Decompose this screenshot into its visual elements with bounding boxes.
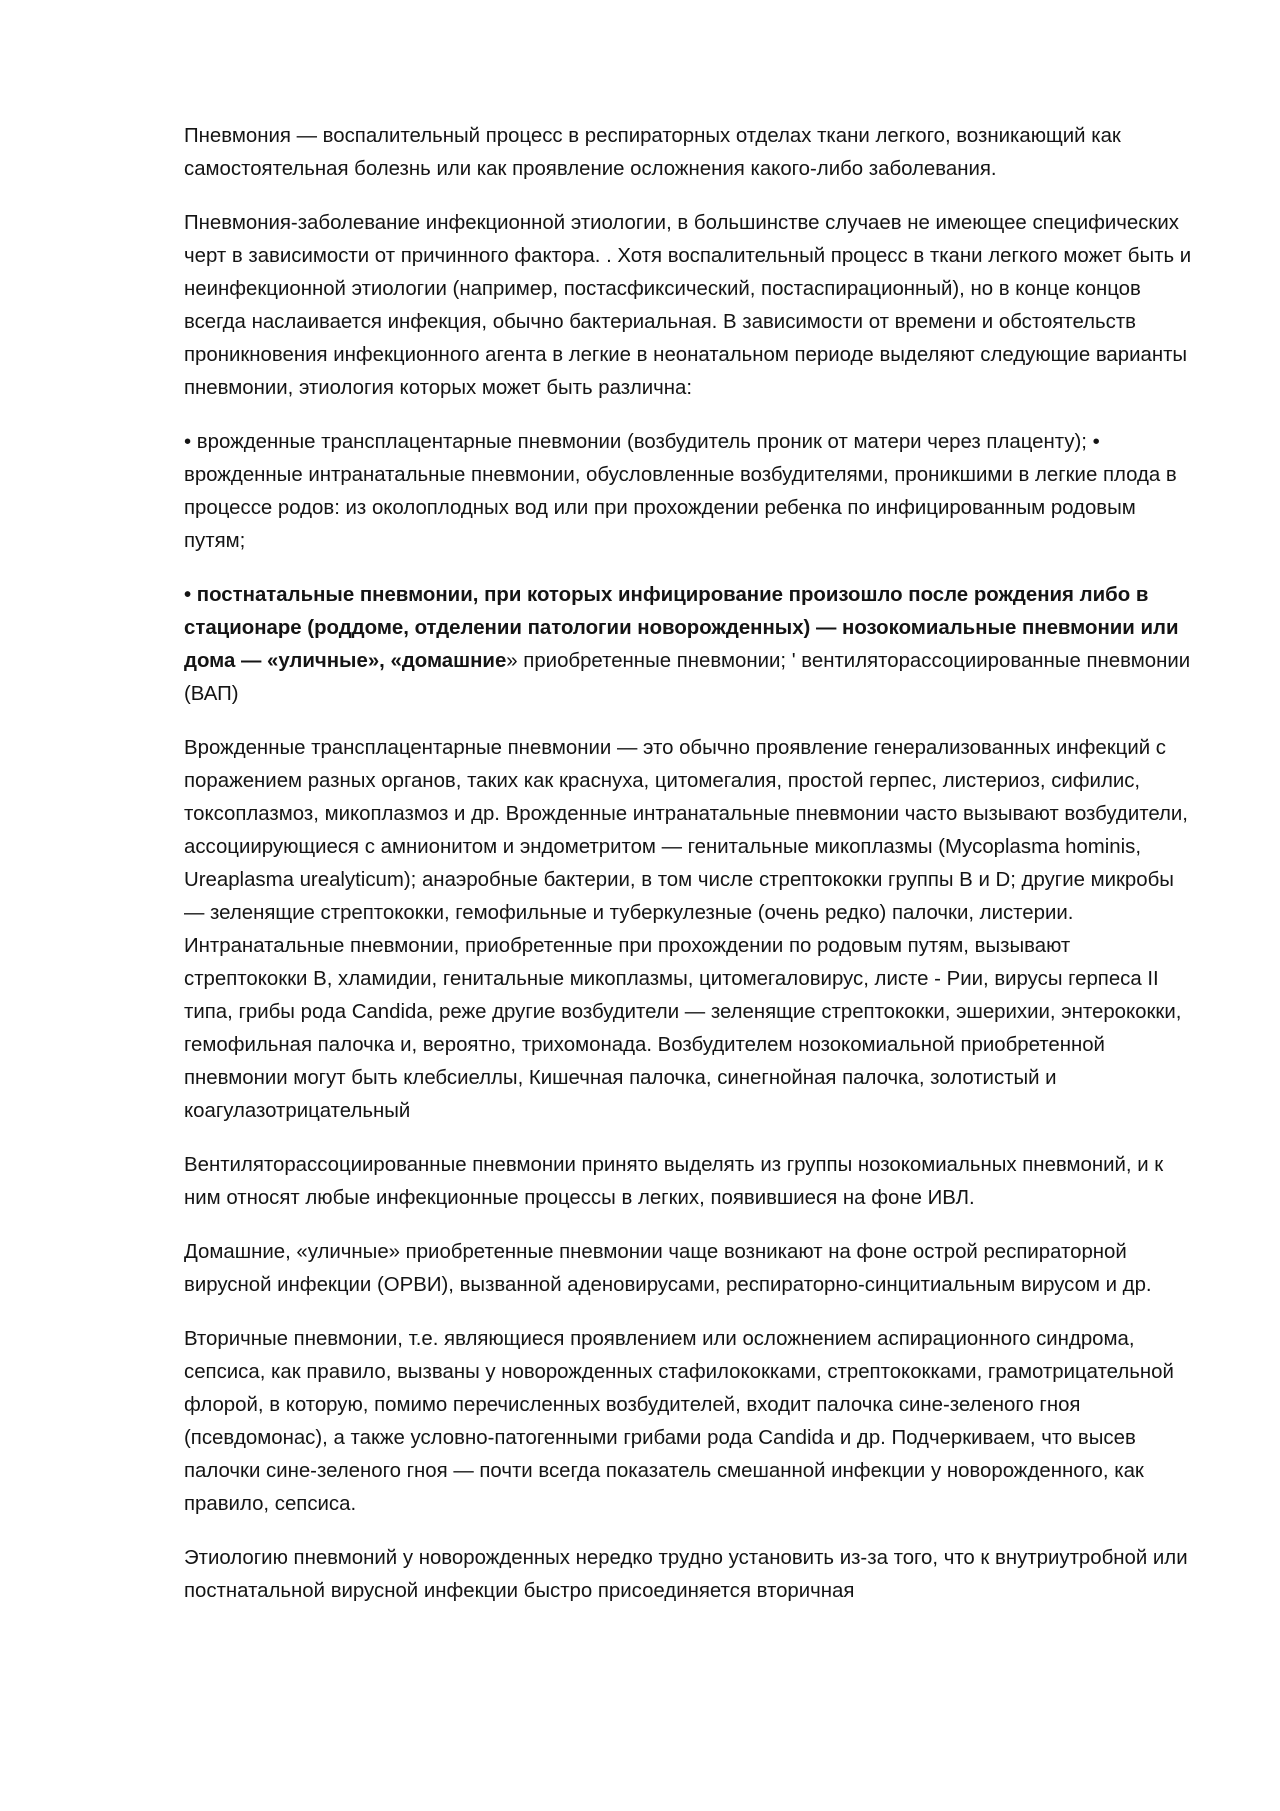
paragraph-definition: Пневмония — воспалительный процесс в респираторных отделах ткани легкого, возникающий как самостоятельная болезнь или как проявление осложнения какого-либо заболевания. (184, 125, 1121, 180)
document-body (184, 120, 1194, 1629)
postnatal-normal-text: » приобретенные пневмонии; ' вентиляторассоциированные пневмонии (ВАП) (184, 650, 1191, 705)
paragraph-diagnosis: Этиологию пневмоний у новорожденных нередко трудно установить из-за того, что к внутриутробной или постнатальной вирусной инфекции быстро присоединяется вторичная (184, 1547, 1188, 1602)
paragraph-ventilator: Вентиляторассоциированные пневмонии принято выделять из группы нозокомиальных пневмоний, и к ним относят любые инфекционные процессы в легких, появившиеся на фоне ИВЛ. (184, 1154, 1164, 1209)
paragraph-postnatal-list (184, 579, 1194, 711)
paragraph-secondary: Вторичные пневмонии, т.е. являющиеся проявлением или осложнением аспирационного синдрома, сепсиса, как правило, вызваны у новорожденных стафилококками, стрептококками, грамотрицательной флорой, в которую, помимо перечисленных возбудителей, входит палочка сине-зеленого гноя (псевдомонас), а также условно-патогенными грибами рода Candida и др. Подчеркиваем, что высев палочки сине-зеленого гноя — почти всегда показатель смешанной инфекции у новорожденного, как правило, сепсиса. (184, 1328, 1174, 1515)
paragraph-congenital-list: • врожденные трансплацентарные пневмонии (возбудитель проник от матери через плаценту); • врожденные интранатальные пневмонии, обусловленные возбудителями, проникшими в легкие плода в процессе родов: из околоплодных вод или при прохождении ребенка по инфицированным родовым путям; (184, 431, 1177, 552)
paragraph-etiology: Пневмония-заболевание инфекционной этиологии, в большинстве случаев не имеющее специфических черт в зависимости от причинного фактора. . Хотя воспалительный процесс в ткани легкого может быть и неинфекционной этиологии (например, постасфиксический, постаспирационный), но в конце концов всегда наслаивается инфекция, обычно бактериальная. В зависимости от времени и обстоятельств проникновения инфекционного агента в легкие в неонатальном периоде выделяют следующие варианты пневмонии, этиология которых может быть различна: (184, 212, 1192, 399)
paragraph-pathogens: Врожденные трансплацентарные пневмонии — это обычно проявление генерализованных инфекций с поражением разных органов, таких как краснуха, цитомегалия, простой герпес, листериоз, сифилис, токсоплазмоз, микоплазмоз и др. Врожденные интранатальные пневмонии часто вызывают возбудители, ассоциирующиеся с амнионитом и эндометритом — генитальные микоплазмы (Mycoplasma hominis, Ureaplasma urealyticum); анаэробные бактерии, в том числе стрептококки группы В и D; другие микробы — зеленящие стрептококки, гемофильные и туберкулезные (очень редко) палочки, листерии. Интранатальные пневмонии, приобретенные при прохождении по родовым путям, вызывают стрептококки В, хламидии, генитальные микоплазмы, цитомегаловирус, листе - Рии, вирусы герпеса II типа, грибы рода Candida, реже другие возбудители — зеленящие стрептококки, эшерихии, энтерококки, гемофильная палочка и, вероятно, трихомонада. Возбудителем нозокомиальной приобретенной пневмонии могут быть клебсиеллы, Кишечная палочка, синегнойная палочка, золотистый и коагулазотрицательный (184, 737, 1188, 1122)
paragraph-community: Домашние, «уличные» приобретенные пневмонии чаще возникают на фоне острой респираторной вирусной инфекции (ОРВИ), вызванной аденовирусами, респираторно-синцитиальным вирусом и др. (184, 1241, 1152, 1296)
postnatal-bold-text: • постнатальные пневмонии, при которых инфицирование произошло после рождения либо в стационаре (роддоме, отделении патологии новорожденных) — нозокомиальные пневмонии или дома — «уличные», «домашние (184, 584, 1179, 672)
